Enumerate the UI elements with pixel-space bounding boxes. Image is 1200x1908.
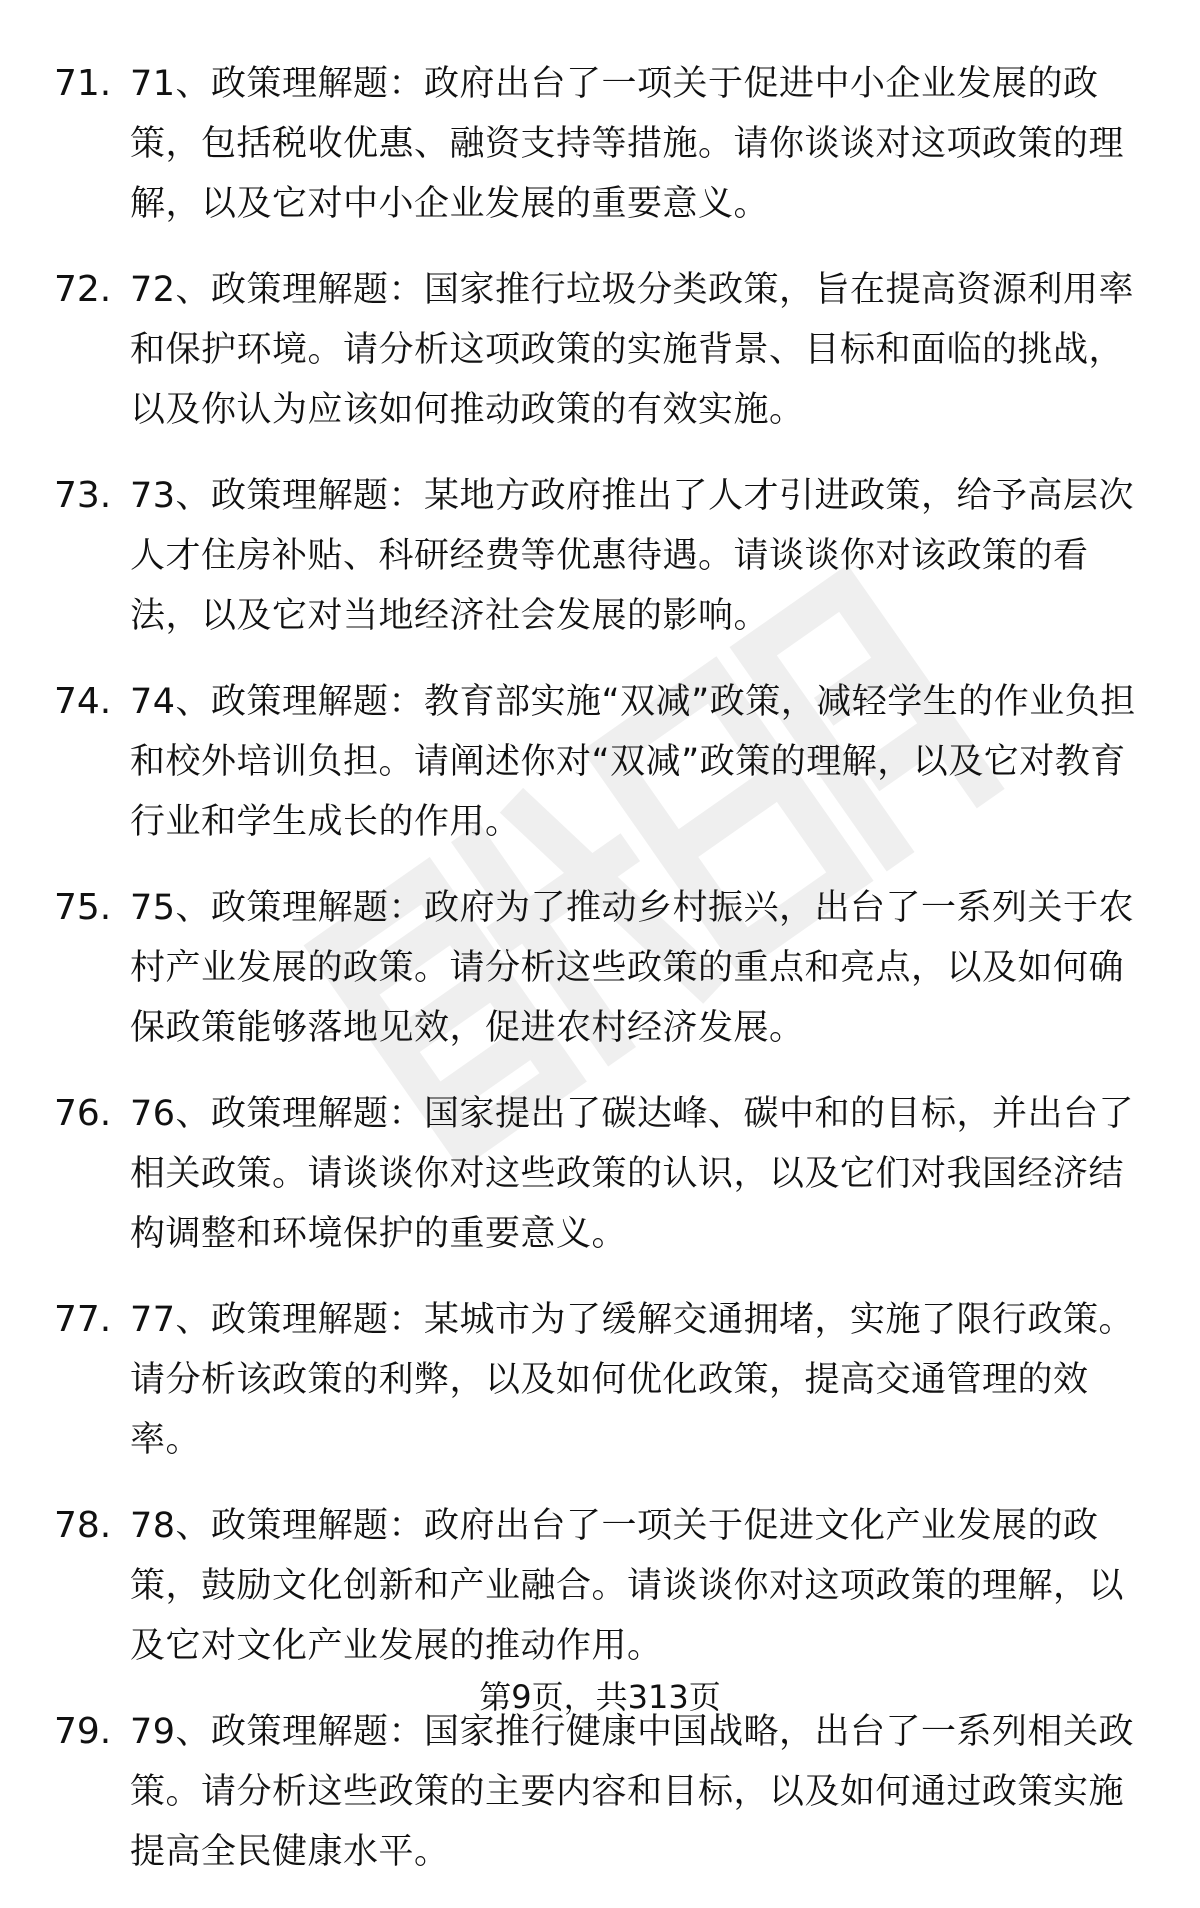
question-text: 76、政策理解题：国家提出了碳达峰、碳中和的目标，并出台了相关政策。请谈谈你对这些政策的认识，以及它们对我国经济结构调整和环境保护的重要意义。 — [130, 1094, 1135, 1254]
question-text: 75、政策理解题：政府为了推动乡村振兴，出台了一系列关于农村产业发展的政策。请分析这些政策的重点和亮点，以及如何确保政策能够落地见效，促进农村经济发展。 — [130, 888, 1135, 1048]
question-text: 73、政策理解题：某地方政府推出了人才引进政策，给予高层次人才住房补贴、科研经费等优惠待遇。请谈谈你对该政策的看法，以及它对当地经济社会发展的影响。 — [130, 476, 1135, 636]
question-number: 77. — [54, 1299, 112, 1340]
question-item — [0, 878, 1200, 1084]
question-text: 71、政策理解题：政府出台了一项关于促进中小企业发展的政策，包括税收优惠、融资支持等措施。请你谈谈对这项政策的理解，以及它对中小企业发展的重要意义。 — [130, 64, 1125, 224]
page-footer — [0, 1672, 1200, 1722]
question-number: 72. — [54, 269, 112, 310]
question-item — [0, 1084, 1200, 1290]
question-text: 79、政策理解题：国家推行健康中国战略，出台了一系列相关政策。请分析这些政策的主要内容和目标，以及如何通过政策实施提高全民健康水平。 — [130, 1712, 1135, 1872]
question-item — [0, 1702, 1200, 1908]
question-item — [0, 466, 1200, 672]
question-text: 72、政策理解题：国家推行垃圾分类政策，旨在提高资源利用率和保护环境。请分析这项政策的实施背景、目标和面临的挑战，以及你认为应该如何推动政策的有效实施。 — [130, 270, 1135, 430]
page-number-label: 第9页，共313页 — [479, 1678, 721, 1716]
question-number: 75. — [54, 887, 112, 928]
question-number: 71. — [54, 63, 112, 104]
question-list — [0, 54, 1200, 1908]
question-number: 78. — [54, 1505, 112, 1546]
question-number: 73. — [54, 475, 112, 516]
question-number: 79. — [54, 1711, 112, 1752]
question-number: 76. — [54, 1093, 112, 1134]
question-item — [0, 1290, 1200, 1496]
question-item — [0, 672, 1200, 878]
question-text: 77、政策理解题：某城市为了缓解交通拥堵，实施了限行政策。请分析该政策的利弊，以及如何优化政策，提高交通管理的效率。 — [130, 1300, 1135, 1460]
question-item — [0, 54, 1200, 260]
question-text: 78、政策理解题：政府出台了一项关于促进文化产业发展的政策，鼓励文化创新和产业融合。请谈谈你对这项政策的理解，以及它对文化产业发展的推动作用。 — [130, 1506, 1125, 1666]
question-number: 74. — [54, 681, 112, 722]
question-item — [0, 260, 1200, 466]
question-text: 74、政策理解题：教育部实施“双减”政策，减轻学生的作业负担和校外培训负担。请阐述你对“双减”政策的理解，以及它对教育行业和学生成长的作用。 — [130, 682, 1136, 842]
